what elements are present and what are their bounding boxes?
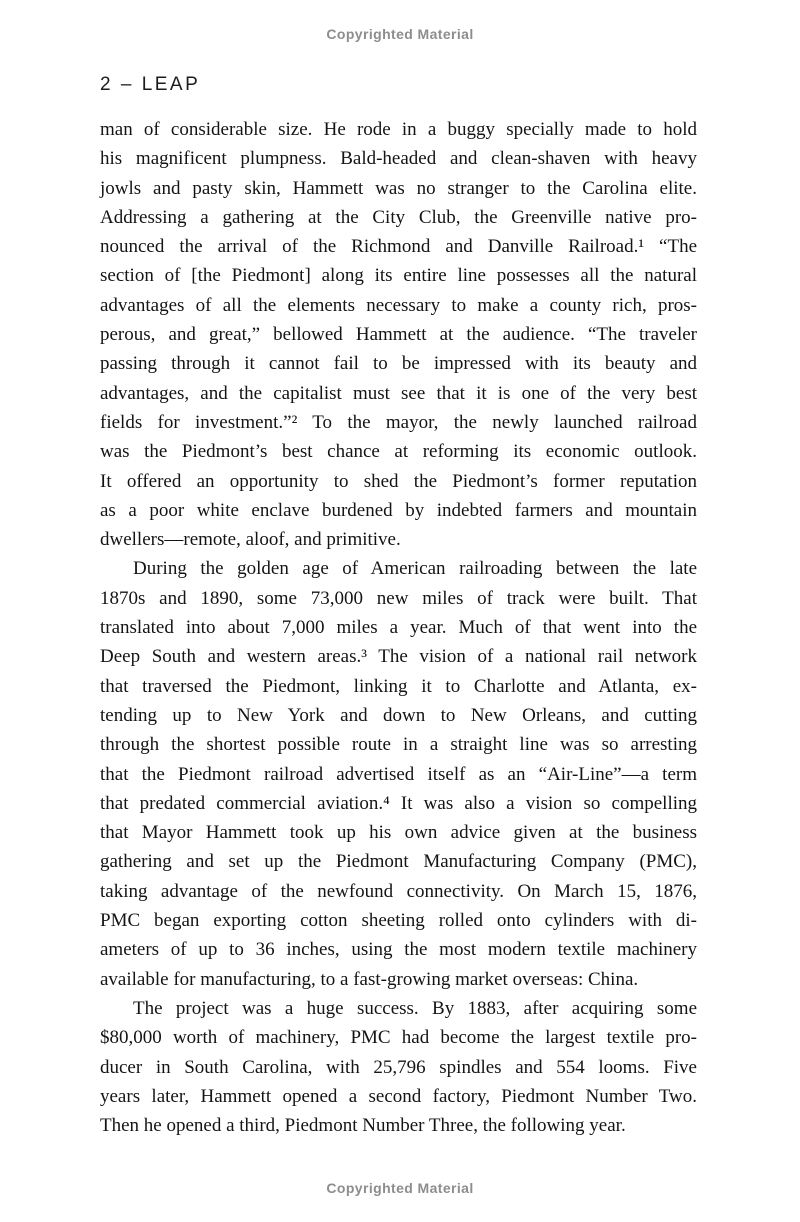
paragraph xyxy=(100,115,697,554)
paragraph xyxy=(100,994,697,1140)
running-header: 2 – LEAP xyxy=(100,74,201,95)
text-line: that Mayor Hammett took up his own advice given at the business xyxy=(100,822,697,844)
text-line: man of considerable size. He rode in a buggy specially made to hold xyxy=(100,119,697,140)
text-line: $80,000 worth of machinery, PMC had become the largest textile pro- xyxy=(100,1027,697,1049)
text-line: It offered an opportunity to shed the Piedmont’s former reputation xyxy=(100,470,697,492)
text-line: PMC began exporting cotton sheeting rolled onto cylinders with di- xyxy=(100,910,697,932)
text-line: jowls and pasty skin, Hammett was no stranger to the Carolina elite. xyxy=(100,177,697,199)
text-line: The project was a huge success. By 1883, after acquiring some xyxy=(133,997,697,1019)
text-line: 1870s and 1890, some 73,000 new miles of track were built. That xyxy=(100,587,697,609)
text-line: available for manufacturing, to a fast-growing market overseas: China. xyxy=(100,968,639,990)
text-line: through the shortest possible route in a straight line was so arresting xyxy=(100,734,697,756)
text-line: that traversed the Piedmont, linking it to Charlotte and Atlanta, ex- xyxy=(100,675,697,697)
text-line: as a poor white enclave burdened by indebted farmers and mountain xyxy=(100,499,697,521)
text-line: that predated commercial aviation.⁴ It was also a vision so compelling xyxy=(100,792,697,814)
text-line: his magnificent plumpness. Bald-headed and clean-shaven with heavy xyxy=(100,148,697,170)
text-line: years later, Hammett opened a second factory, Piedmont Number Two. xyxy=(100,1085,697,1107)
copyright-notice-top: Copyrighted Material xyxy=(326,26,474,42)
text-line: taking advantage of the newfound connectivity. On March 15, 1876, xyxy=(100,880,697,902)
text-block xyxy=(100,115,697,1140)
text-line: tending up to New York and down to New Orleans, and cutting xyxy=(100,704,697,726)
copyright-notice-bottom: Copyrighted Material xyxy=(326,1180,474,1196)
text-line: fields for investment.”² To the mayor, the newly launched railroad xyxy=(100,411,697,433)
text-line: gathering and set up the Piedmont Manufacturing Company (PMC), xyxy=(100,851,697,873)
text-line: Then he opened a third, Piedmont Number Three, the following year. xyxy=(100,1115,626,1137)
text-line: advantages of all the elements necessary to make a county rich, pros- xyxy=(100,294,697,316)
text-line: perous, and great,” bellowed Hammett at the audience. “The traveler xyxy=(100,324,697,346)
text-line: During the golden age of American railroading between the late xyxy=(133,558,697,580)
text-line: that the Piedmont railroad advertised itself as an “Air-Line”—a term xyxy=(100,763,697,785)
text-line: dwellers—remote, aloof, and primitive. xyxy=(100,529,401,551)
text-line: section of [the Piedmont] along its entire line possesses all the natural xyxy=(100,265,697,287)
text-line: translated into about 7,000 miles a year. Much of that went into the xyxy=(100,617,697,639)
text-line: ducer in South Carolina, with 25,796 spindles and 554 looms. Five xyxy=(100,1056,697,1078)
text-line: advantages, and the capitalist must see that it is one of the very best xyxy=(100,382,697,404)
text-line: Addressing a gathering at the City Club, the Greenville native pro- xyxy=(100,206,697,228)
paragraph xyxy=(100,554,697,993)
text-line: was the Piedmont’s best chance at reforming its economic outlook. xyxy=(100,441,697,463)
text-line: passing through it cannot fail to be impressed with its beauty and xyxy=(100,353,697,375)
text-line: nounced the arrival of the Richmond and Danville Railroad.¹ “The xyxy=(100,236,697,258)
text-line: Deep South and western areas.³ The vision of a national rail network xyxy=(100,646,697,668)
text-line: ameters of up to 36 inches, using the most modern textile machinery xyxy=(100,939,697,961)
